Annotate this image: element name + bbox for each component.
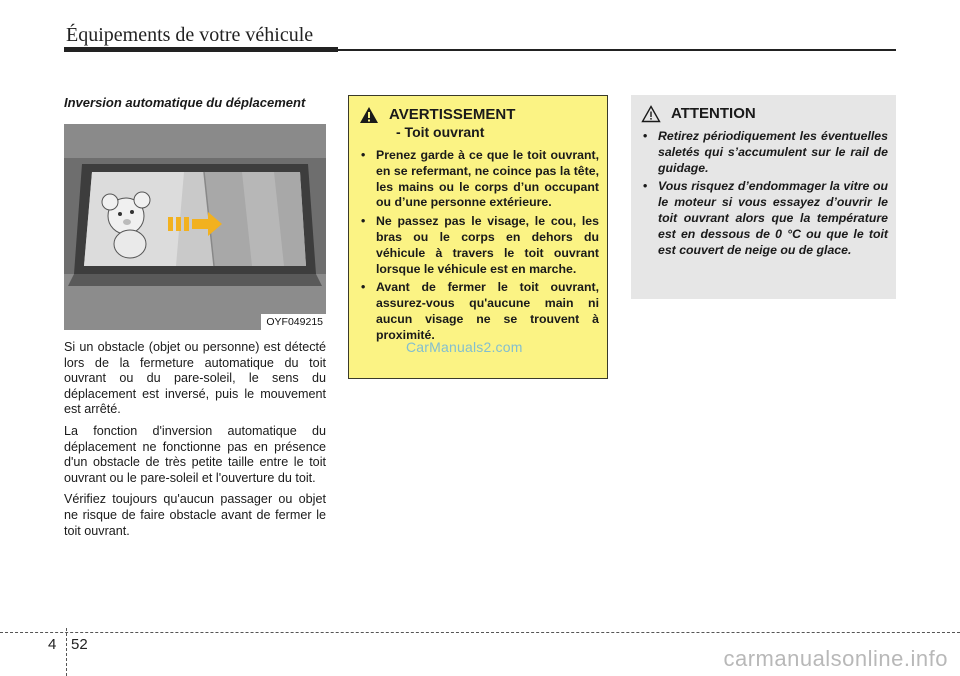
attention-list [641,129,888,258]
warning-item-text: Prenez garde à ce que le toit ouvrant, en se refermant, ne coince pas la tête, les mains ou le corps d’un occupant ou d’une personne extérieure. [376,148,599,210]
site-watermark: carmanualsonline.info [723,646,948,671]
warning-triangle-icon [359,106,379,124]
watermark: CarManuals2.com [406,339,523,355]
warning-subtitle: - Toit ouvrant [396,124,485,140]
figure-code: OYF049215 [261,314,326,330]
header-rule-thick [64,47,338,52]
attention-header [641,105,888,123]
bullet: • [361,280,366,295]
warning-title: AVERTISSEMENT [389,106,516,123]
caution-triangle-icon [641,105,661,123]
warning-item [359,214,599,277]
page-number: 52 [71,636,88,653]
body-paragraph-3: Vérifiez toujours qu'aucun passager ou objet ne risque de faire obstacle avant de fermer le toit ouvrant. [64,492,326,538]
warning-list [359,148,599,344]
sunroof-figure-svg [64,124,326,330]
warning-item-text: Ne passez pas le visage, le cou, les bras ou le corps en dehors du véhicule à travers le toit ouvrant lorsque le véhicule est en marche. [376,214,599,276]
footer-divider [0,632,960,633]
attention-box [631,95,896,299]
attention-item [641,129,888,176]
attention-item-text: Vous risquez d’endommager la vitre ou le moteur si vous essayez d’ouvrir le toit ouvrant alors que la température est en dessous de 0 °C ou que le toit est couvert de neige ou de glace. [658,179,888,257]
bullet: • [643,129,648,143]
header-rule-thin [338,49,896,51]
page-header-title: Équipements de votre véhicule [66,24,314,46]
bullet: • [643,179,648,194]
bullet: • [361,214,366,229]
body-paragraph-2: La fonction d'inversion automatique du déplacement ne fonctionne pas en présence d'un obstacle de très petite taille entre le toit ouvrant ou le pare-soleil et l'ouverture du toit. [64,423,326,485]
warning-item [359,148,599,211]
attention-title: ATTENTION [671,105,756,122]
warning-item-text: Avant de fermer le toit ouvrant, assurez-vous qu'aucune main ni aucun visage ne se trouvent à proximité. [376,280,599,342]
sunroof-illustration [64,124,326,330]
footer-separator [66,628,67,676]
warning-box [348,95,608,379]
attention-item [641,179,888,258]
body-paragraph-1: Si un obstacle (objet ou personne) est détecté lors de la fermeture automatique du toit ouvrant ou du pare-soleil, le sens du déplacement est inversé, puis le mouvement est arrêté. [64,340,326,417]
warning-item [359,280,599,343]
warning-header [359,106,599,124]
bullet: • [361,148,366,162]
chapter-number: 4 [48,636,57,653]
attention-item-text: Retirez périodiquement les éventuelles saletés qui s’accumulent sur le rail de guidage. [658,129,888,175]
section-title: Inversion automatique du déplacement [64,95,306,110]
left-column [64,95,326,539]
